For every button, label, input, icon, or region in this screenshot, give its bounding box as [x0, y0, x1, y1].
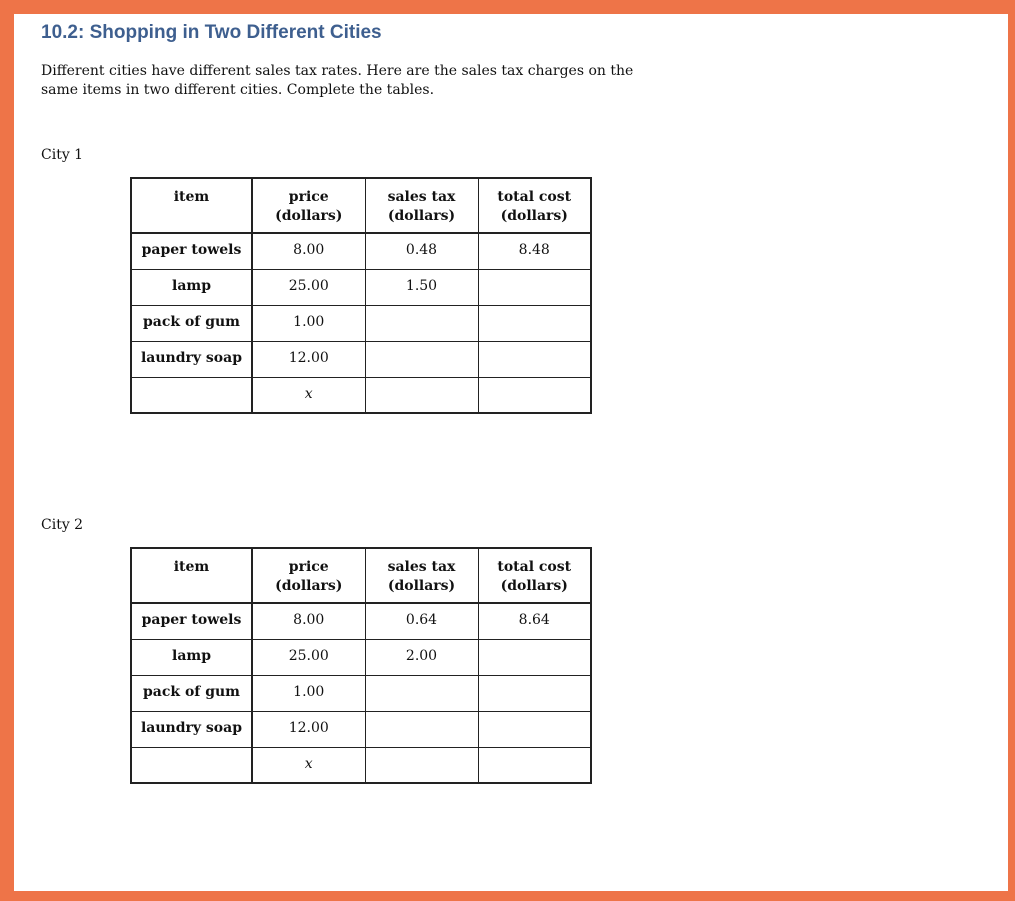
- total-cost-cell[interactable]: 8.64: [478, 603, 591, 639]
- price-cell: 1.00: [252, 305, 365, 341]
- sales-tax-cell[interactable]: [365, 305, 478, 341]
- instructions-text: Different cities have different sales tax rates. Here are the sales tax charges on the same items in two different cities. Complete the tables.: [41, 63, 634, 98]
- item-cell[interactable]: [131, 747, 252, 783]
- item-cell: pack of gum: [131, 675, 252, 711]
- sales-tax-cell[interactable]: 1.50: [365, 269, 478, 305]
- header-total-cost: total cost (dollars): [478, 178, 591, 233]
- total-cost-cell[interactable]: [478, 377, 591, 413]
- price-cell: 8.00: [252, 603, 365, 639]
- table-row: [131, 305, 591, 341]
- city-1-table: [130, 177, 592, 414]
- table-row: [131, 269, 591, 305]
- price-cell: x: [252, 747, 365, 783]
- item-cell: lamp: [131, 639, 252, 675]
- item-cell: lamp: [131, 269, 252, 305]
- price-cell: 25.00: [252, 639, 365, 675]
- price-cell: x: [252, 377, 365, 413]
- city-1-label: City 1: [41, 147, 84, 163]
- table-row: [131, 675, 591, 711]
- table-header-row: [131, 178, 591, 233]
- table-row: [131, 747, 591, 783]
- worksheet-page: [14, 14, 1008, 891]
- sales-tax-cell[interactable]: [365, 675, 478, 711]
- table-row: [131, 233, 591, 269]
- item-cell: laundry soap: [131, 341, 252, 377]
- header-price: price (dollars): [252, 548, 365, 603]
- header-item: item: [131, 178, 252, 233]
- header-item: item: [131, 548, 252, 603]
- total-cost-cell[interactable]: 8.48: [478, 233, 591, 269]
- total-cost-cell[interactable]: [478, 305, 591, 341]
- table-header-row: [131, 548, 591, 603]
- header-sales-tax: sales tax (dollars): [365, 548, 478, 603]
- price-cell: 8.00: [252, 233, 365, 269]
- total-cost-cell[interactable]: [478, 747, 591, 783]
- total-cost-cell[interactable]: [478, 269, 591, 305]
- price-cell: 25.00: [252, 269, 365, 305]
- sales-tax-cell[interactable]: [365, 711, 478, 747]
- item-cell: paper towels: [131, 233, 252, 269]
- header-total-cost: total cost (dollars): [478, 548, 591, 603]
- price-cell: 12.00: [252, 341, 365, 377]
- total-cost-cell[interactable]: [478, 341, 591, 377]
- item-cell: laundry soap: [131, 711, 252, 747]
- table-row: [131, 711, 591, 747]
- sales-tax-cell[interactable]: [365, 747, 478, 783]
- header-sales-tax: sales tax (dollars): [365, 178, 478, 233]
- total-cost-cell[interactable]: [478, 639, 591, 675]
- table-row: [131, 639, 591, 675]
- price-cell: 12.00: [252, 711, 365, 747]
- header-price: price (dollars): [252, 178, 365, 233]
- sales-tax-cell[interactable]: [365, 341, 478, 377]
- city-2-table: [130, 547, 592, 784]
- item-cell[interactable]: [131, 377, 252, 413]
- table-row: [131, 341, 591, 377]
- sales-tax-cell[interactable]: 0.64: [365, 603, 478, 639]
- total-cost-cell[interactable]: [478, 711, 591, 747]
- table-row: [131, 603, 591, 639]
- table-row: [131, 377, 591, 413]
- item-cell: pack of gum: [131, 305, 252, 341]
- sales-tax-cell[interactable]: 0.48: [365, 233, 478, 269]
- price-cell: 1.00: [252, 675, 365, 711]
- sales-tax-cell[interactable]: 2.00: [365, 639, 478, 675]
- activity-title: 10.2: Shopping in Two Different Cities: [41, 22, 382, 43]
- city-2-label: City 2: [41, 517, 84, 533]
- item-cell: paper towels: [131, 603, 252, 639]
- sales-tax-cell[interactable]: [365, 377, 478, 413]
- total-cost-cell[interactable]: [478, 675, 591, 711]
